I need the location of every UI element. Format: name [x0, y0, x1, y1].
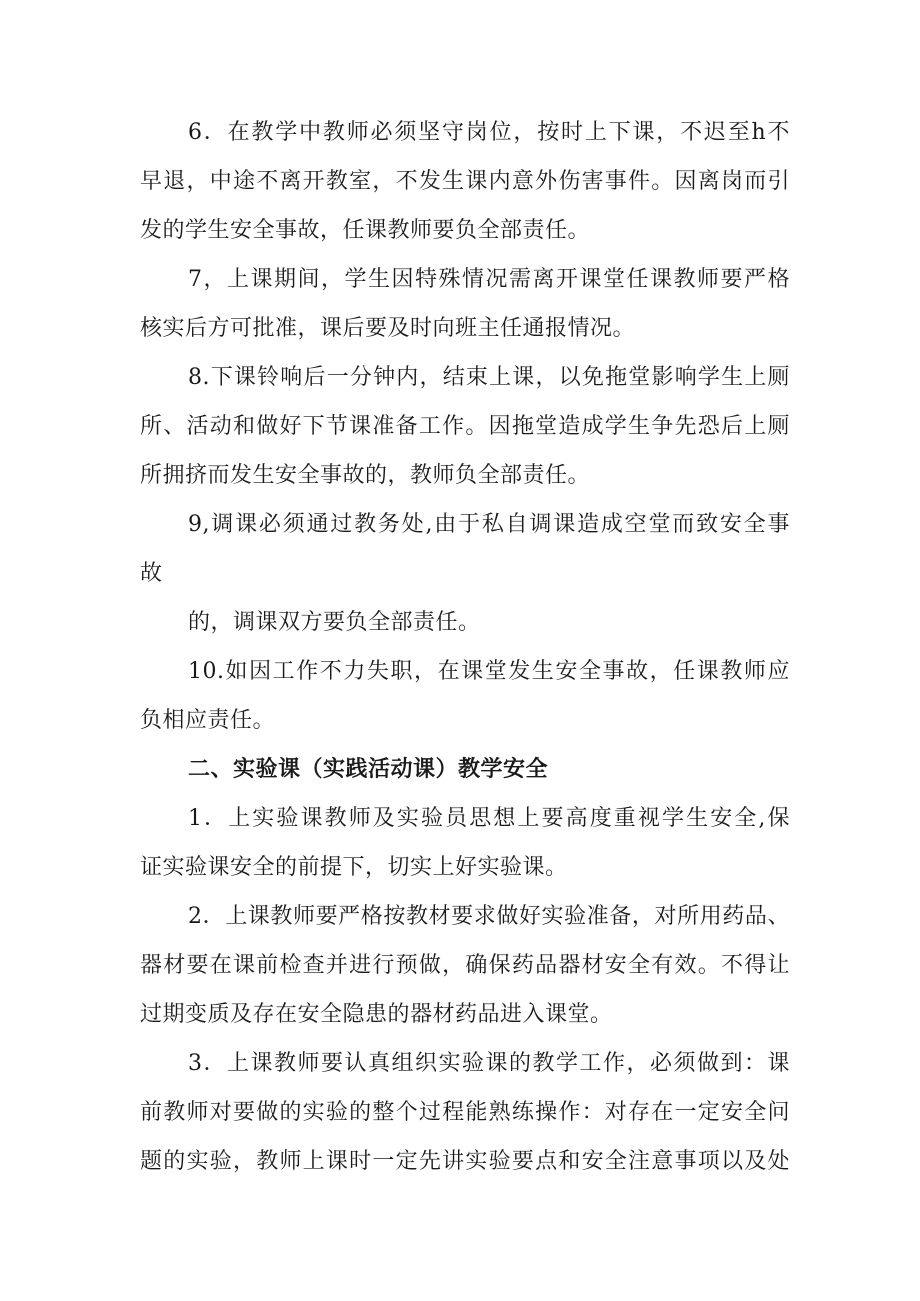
text-line: 2．上课教师要严格按教材要求做好实验准备，对所用药品、: [188, 904, 790, 929]
text-line: 发的学生安全事故，任课教师要负全部责任。: [140, 218, 591, 243]
text-line: 所拥挤而发生安全事故的，教师负全部责任。: [140, 463, 591, 488]
text-line: 核实后方可批准，课后要及时向班主任通报情况。: [140, 316, 636, 341]
text-line: 过期变质及存在安全隐患的器材药品进入课堂。: [140, 1002, 613, 1027]
text-line: 的，调课双方要负全部责任。: [188, 610, 481, 635]
text-line: 故: [140, 561, 163, 586]
text-line: 负相应责任。: [140, 708, 276, 733]
text-line: 所、活动和做好下节课准备工作。因拖堂造成学生争先恐后上厕: [140, 414, 790, 439]
text-line: 1．上实验课教师及实验员思想上要高度重视学生安全,保: [188, 806, 790, 831]
text-line: 8.下课铃响后一分钟内，结束上课，以免拖堂影响学生上厕: [188, 365, 790, 390]
text-line: 题的实验，教师上课时一定先讲实验要点和安全注意事项以及处: [140, 1149, 790, 1174]
text-line: 早退，中途不离开教室，不发生课内意外伤害事件。因离岗而引: [140, 169, 790, 194]
text-line: 10.如因工作不力失职，在课堂发生安全事故，任课教师应: [188, 659, 790, 684]
text-line: 前教师对要做的实验的整个过程能熟练操作：对存在一定安全问: [140, 1100, 790, 1125]
text-line: 器材要在课前检查并进行预做，确保药品器材安全有效。不得让: [140, 953, 790, 978]
text-line: 9,调课必须通过教务处,由于私自调课造成空堂而致安全事: [188, 512, 790, 537]
text-line: 3．上课教师要认真组织实验课的教学工作，必须做到：课: [188, 1051, 790, 1076]
text-line: 7，上课期间，学生因特殊情况需离开课堂任课教师要严格: [188, 267, 790, 292]
text-line: 证实验课安全的前提下，切实上好实验课。: [140, 855, 568, 880]
section-heading: 二、实验课（实践活动课）教学安全: [188, 757, 549, 782]
text-line: 6．在教学中教师必须坚守岗位，按时上下课，不迟至h不: [188, 120, 790, 145]
